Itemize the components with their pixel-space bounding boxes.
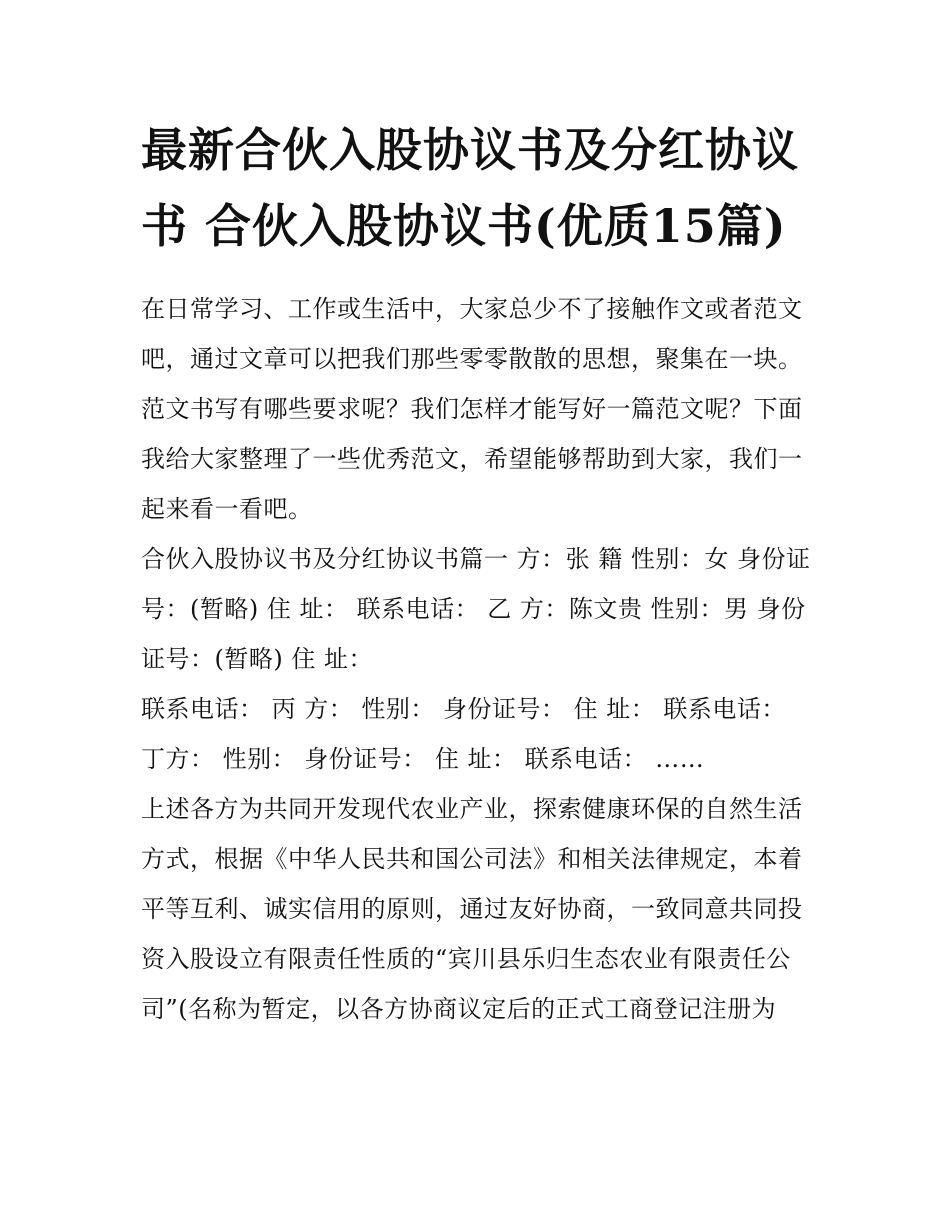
parties-paragraph: 合伙入股协议书及分红协议书篇一 方：张 籍 性别：女 身份证号：(暂略) 住 址： 联系电话： 乙 方：陈文贵 性别：男 身份证号：(暂略) 住 址：: [141, 545, 811, 673]
document-body: [141, 112, 813, 1034]
intro-paragraph: 在日常学习、工作或生活中，大家总少不了接触作文或者范文吧，通过文章可以把我们那些零零散散的思想，聚集在一块。范文书写有哪些要求呢？我们怎样才能写好一篇范文呢？下面我给大家整理了一些优秀范文，希望能够帮助到大家，我们一起来看一看吧。: [141, 295, 803, 523]
agreement-preamble-paragraph: 上述各方为共同开发现代农业产业，探索健康环保的自然生活方式，根据《中华人民共和国公司法》和相关法律规定，本着平等互利、诚实信用的原则，通过友好协商，一致同意共同投资入股设立有限责任性质的“宾川县乐归生态农业有限责任公司”(名称为暂定，以各方协商议定后的正式工商登记注册为: [141, 795, 803, 1023]
document-title: 最新合伙入股协议书及分红协议书 合伙入股协议书(优质15篇): [141, 123, 799, 253]
parties-contact-paragraph: 联系电话： 丙 方： 性别： 身份证号： 住 址： 联系电话： 丁方： 性别： 身份证号： 住 址： 联系电话： ……: [141, 695, 795, 773]
